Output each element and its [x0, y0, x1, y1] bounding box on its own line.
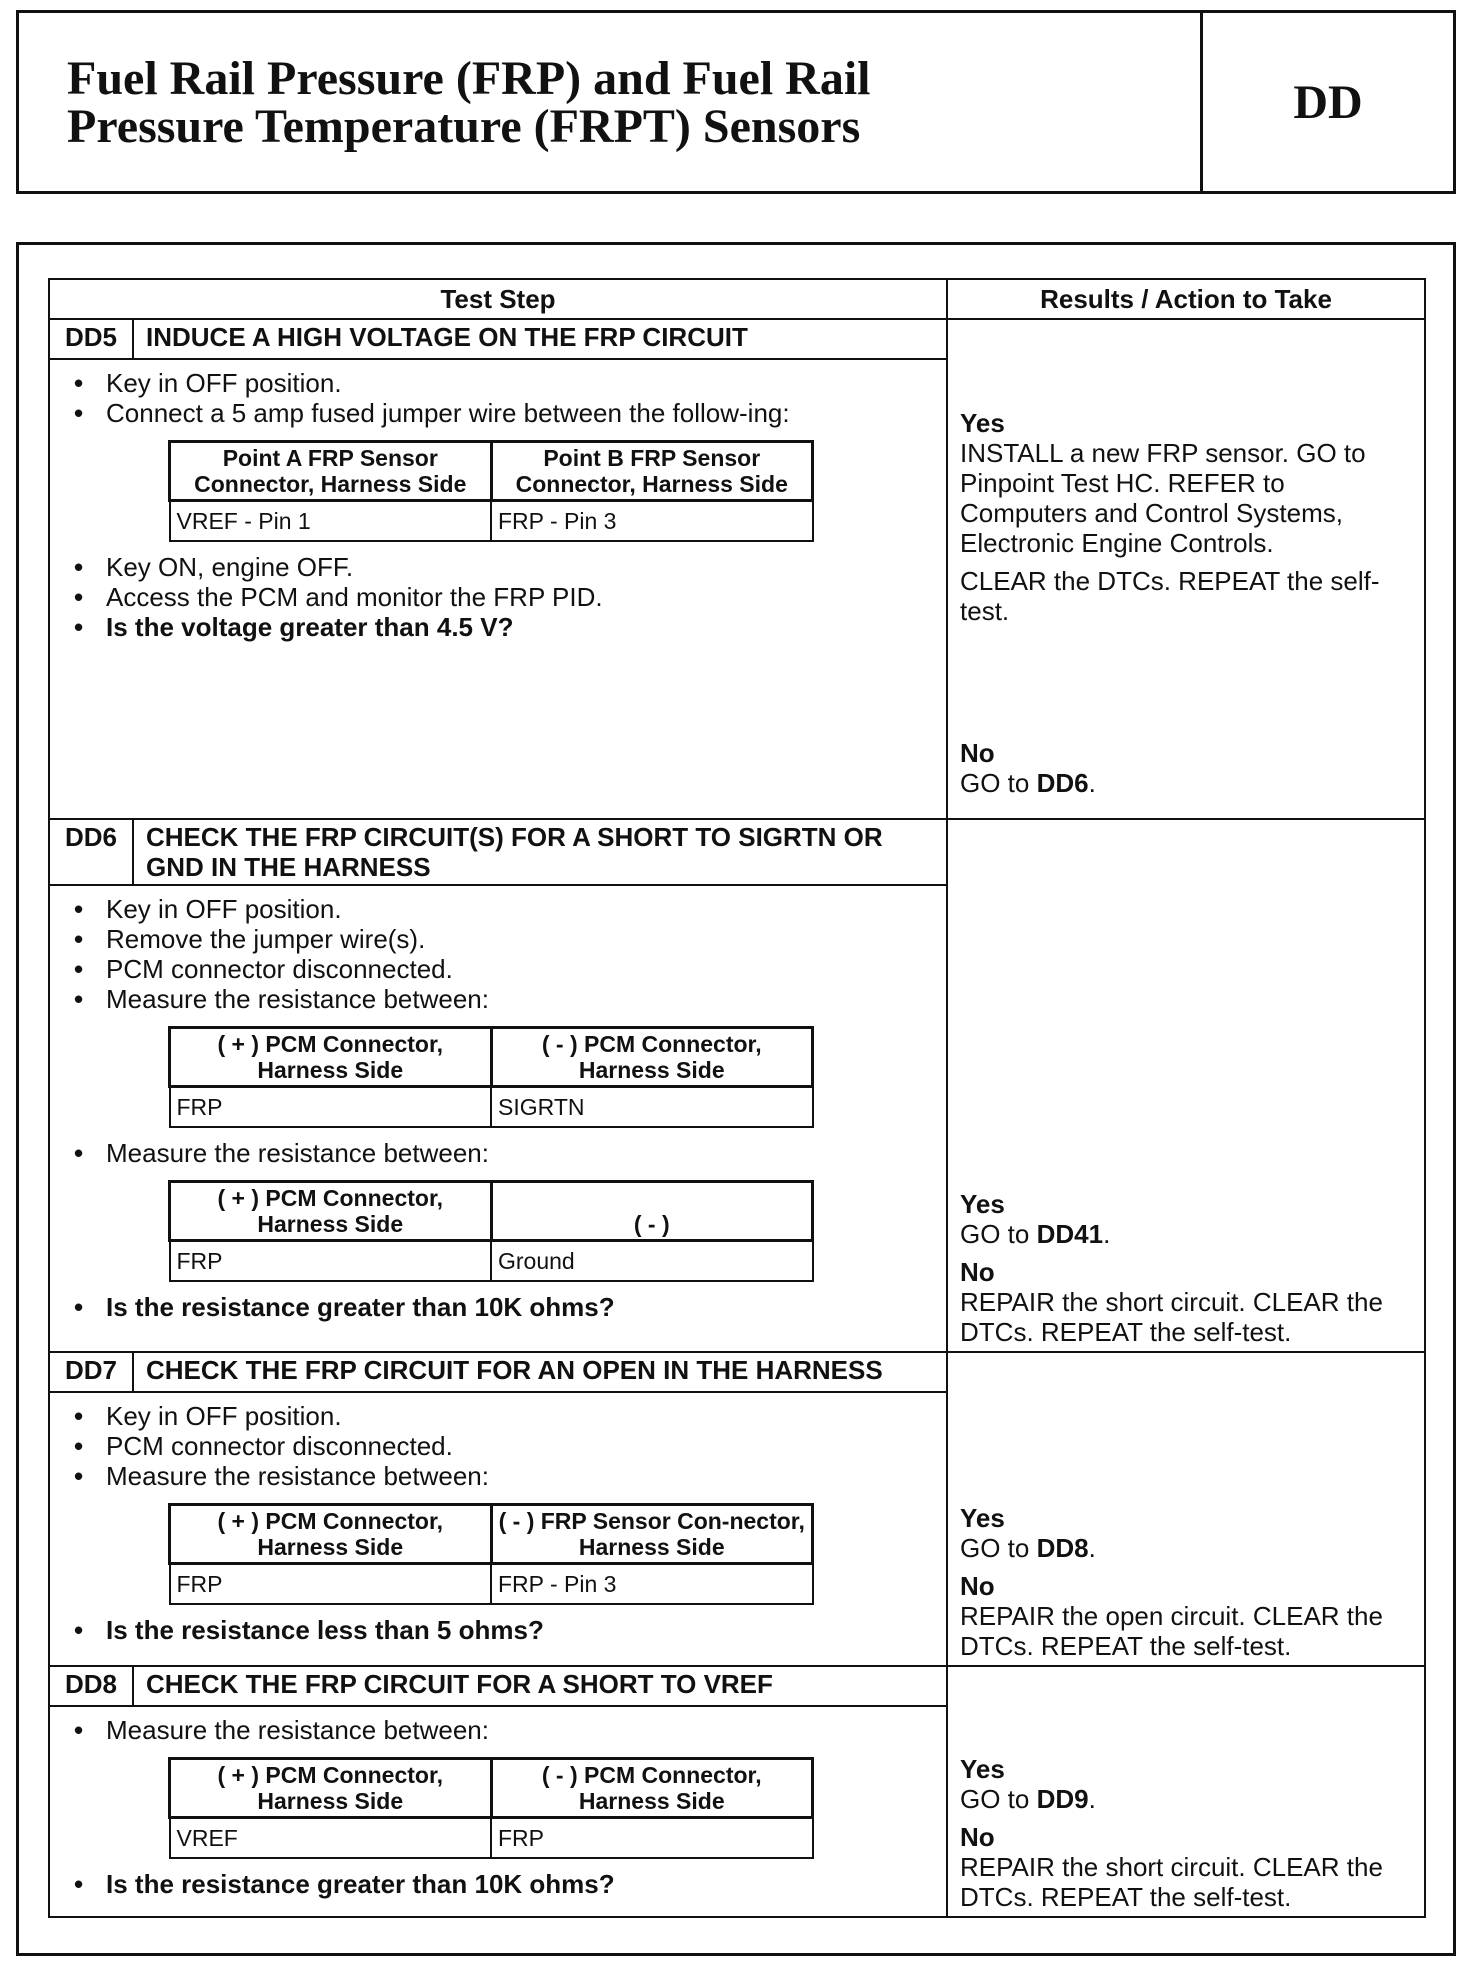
bullet: • Key ON, engine OFF. [106, 552, 934, 582]
step-code: DD6 [49, 819, 133, 885]
bullet: • Key in OFF position. [106, 1401, 934, 1431]
measurement-value-minus: SIGRTN [491, 1087, 813, 1128]
result-yes-label: Yes [960, 1502, 1005, 1533]
result-yes-label: Yes [960, 408, 1005, 438]
result-yes-go: GO to [960, 1784, 1030, 1814]
step-code: DD5 [49, 319, 133, 359]
measurement-value-minus: Ground [491, 1241, 813, 1282]
measurement-header-minus: ( - ) [491, 1182, 813, 1241]
col-header-results: Results / Action to Take [947, 279, 1425, 319]
step-title: CHECK THE FRP CIRCUIT FOR A SHORT TO VREF [133, 1666, 947, 1706]
step-dd6-results [947, 819, 1425, 1351]
result-yes-ref: DD41 [1036, 1218, 1104, 1249]
result-no-go: GO to [960, 768, 1030, 798]
measurement-header-plus: ( + ) PCM Connector, Harness Side [170, 1504, 492, 1563]
result-no-label: No [960, 1570, 995, 1601]
measurement-value-plus: FRP [170, 1563, 492, 1604]
step-dd7-results [947, 1352, 1425, 1666]
measurement-header-minus: ( - ) PCM Connector, Harness Side [491, 1758, 813, 1817]
result-yes-text: GO to DD41. [960, 1218, 1111, 1249]
result-yes-label: Yes [960, 1188, 1005, 1219]
step-dd6-body [49, 885, 947, 1351]
bullet: • Access the PCM and monitor the FRP PID. [106, 582, 934, 612]
page-title [19, 13, 1203, 191]
step-title: INDUCE A HIGH VOLTAGE ON THE FRP CIRCUIT [133, 319, 947, 359]
bullet: • Key in OFF position. [106, 894, 934, 924]
result-no-label: No [960, 1822, 995, 1852]
result-yes-text: GO to DD9. [960, 1784, 1096, 1814]
result-yes-ref: DD9 [1036, 1784, 1089, 1814]
bullet: • Measure the resistance between: [106, 1461, 934, 1491]
step-code: DD7 [49, 1352, 133, 1392]
bullet: • PCM connector disconnected. [106, 954, 934, 984]
result-yes-text: GO to DD8. [960, 1532, 1096, 1563]
measurement-header-plus: ( + ) PCM Connector, Harness Side [170, 1028, 492, 1087]
step-code: DD8 [49, 1666, 133, 1706]
step-dd8-body [49, 1706, 947, 1917]
result-yes-ref: DD8 [1036, 1532, 1089, 1563]
result-yes-text: INSTALL a new FRP sensor. GO to Pinpoint Test HC. REFER to Computers and Control Systems, Electronic Engine Controls. [960, 438, 1366, 558]
bullet: • Measure the resistance between: [106, 1715, 934, 1745]
measurement-table [168, 1503, 814, 1605]
step-dd5-results [947, 319, 1425, 819]
question-bullet: • Is the voltage greater than 4.5 V? [106, 612, 934, 642]
test-step-table [48, 278, 1426, 1918]
bullet: • PCM connector disconnected. [106, 1431, 934, 1461]
question-bullet: • Is the resistance greater than 10K ohms? [106, 1292, 934, 1322]
measurement-value-plus: FRP [170, 1241, 492, 1282]
step-dd6-title-row [49, 819, 1425, 885]
result-no-text: REPAIR the short circuit. CLEAR the DTCs. REPEAT the self-test. [960, 1286, 1383, 1347]
result-no-text: REPAIR the short circuit. CLEAR the DTCs. REPEAT the self-test. [960, 1852, 1383, 1912]
step-title: CHECK THE FRP CIRCUIT FOR AN OPEN IN THE HARNESS [133, 1352, 947, 1392]
measurement-table [168, 1026, 814, 1128]
title-line-2: Pressure Temperature (FRPT) Sensors [67, 100, 861, 153]
step-dd5-title-row [49, 319, 1425, 359]
bullet: • Measure the resistance between: [106, 1138, 934, 1168]
connection-header-a: Point A FRP Sensor Connector, Harness Side [170, 442, 492, 501]
step-dd5-body [49, 359, 947, 819]
measurement-table [168, 1180, 814, 1282]
result-no-text: GO to DD6. [960, 768, 1096, 798]
measurement-table [168, 1757, 814, 1859]
title-line-1: Fuel Rail Pressure (FRP) and Fuel Rail [67, 52, 871, 105]
connection-header-b: Point B FRP Sensor Connector, Harness Side [491, 442, 813, 501]
measurement-header-minus: ( - ) PCM Connector, Harness Side [491, 1028, 813, 1087]
connection-table [168, 440, 814, 542]
measurement-header-plus: ( + ) PCM Connector, Harness Side [170, 1758, 492, 1817]
result-yes-go: GO to [960, 1218, 1030, 1249]
section-code: DD [1293, 75, 1363, 129]
result-yes-go: GO to [960, 1532, 1030, 1563]
question-bullet: • Is the resistance greater than 10K ohms? [106, 1869, 934, 1899]
result-yes-label: Yes [960, 1754, 1005, 1784]
question-bullet: • Is the resistance less than 5 ohms? [106, 1615, 934, 1645]
result-yes-text-2: CLEAR the DTCs. REPEAT the self-test. [960, 566, 1380, 626]
bullet: • Measure the resistance between: [106, 984, 934, 1014]
result-no-ref: DD6 [1036, 768, 1089, 798]
step-dd8-title-row [49, 1666, 1425, 1706]
page-header [16, 10, 1456, 194]
result-no-text: REPAIR the open circuit. CLEAR the DTCs. REPEAT the self-test. [960, 1600, 1383, 1661]
connection-value-b: FRP - Pin 3 [491, 501, 813, 542]
result-no-label: No [960, 738, 995, 768]
bullet: • Connect a 5 amp fused jumper wire between the follow-ing: [106, 398, 934, 428]
result-no-label: No [960, 1256, 995, 1287]
measurement-header-minus: ( - ) FRP Sensor Con-nector, Harness Side [491, 1504, 813, 1563]
measurement-value-minus: FRP - Pin 3 [491, 1563, 813, 1604]
measurement-value-plus: FRP [170, 1087, 492, 1128]
col-header-test-step: Test Step [49, 279, 947, 319]
bullet: • Remove the jumper wire(s). [106, 924, 934, 954]
step-title: CHECK THE FRP CIRCUIT(S) FOR A SHORT TO SIGRTN OR GND IN THE HARNESS [133, 819, 947, 885]
connection-value-a: VREF - Pin 1 [170, 501, 492, 542]
measurement-header-plus: ( + ) PCM Connector, Harness Side [170, 1182, 492, 1241]
measurement-value-minus: FRP [491, 1817, 813, 1858]
bullet: • Key in OFF position. [106, 368, 934, 398]
measurement-value-plus: VREF [170, 1817, 492, 1858]
step-dd7-body [49, 1392, 947, 1666]
step-dd8-results [947, 1666, 1425, 1917]
step-dd7-title-row [49, 1352, 1425, 1392]
